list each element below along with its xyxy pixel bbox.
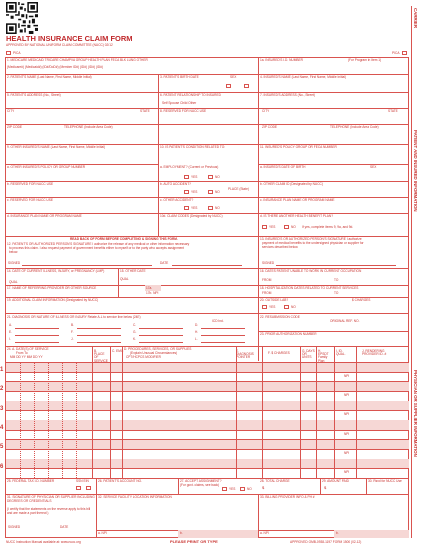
other-plan-yes-checkbox[interactable]	[262, 225, 267, 229]
field-3-sex: SEX	[230, 75, 237, 79]
diagnosis-letter: G.	[133, 330, 137, 334]
diagnosis-input[interactable]	[15, 335, 59, 336]
field-24d-label: D. PROCEDURES, SERVICES, OR SUPPLIES	[124, 347, 192, 351]
field-9c-label: c. RESERVED FOR NUCC USE	[7, 198, 53, 202]
diagnosis-letter: I.	[9, 337, 11, 341]
service-line-npi: NPI	[344, 431, 350, 436]
footer-approved: APPROVED OMB-0938-1197 FORM 1500 (02-12)	[290, 540, 362, 544]
field-27-label: 27. ACCEPT ASSIGNMENT?	[180, 479, 222, 483]
assign-no-label: NO	[247, 486, 252, 491]
other-plan-note: If yes, complete items 9, 9a, and 9d.	[302, 224, 354, 229]
patient-section-label: PATIENT AND INSURED INFORMATION	[413, 130, 418, 212]
diagnosis-letter: K.	[133, 337, 137, 341]
service-line-row[interactable]	[6, 410, 409, 420]
field-17a-label: 17a.	[146, 286, 153, 290]
field-9b-label: b. RESERVED FOR NUCC USE	[7, 182, 54, 186]
field-1-label: 1. MEDICARE MEDICAID TRICARE CHAMPVA GROUP HEALTH PLAN FECA BLK LUNG OTHER	[7, 58, 148, 62]
side-divider	[411, 6, 412, 538]
mid-column-divider	[158, 74, 159, 236]
field-11c-label: c. INSURANCE PLAN NAME OR PROGRAM NAME	[260, 198, 335, 202]
diagnosis-input[interactable]	[77, 328, 121, 329]
field-8-label: 8. RESERVED FOR NUCC USE	[160, 109, 207, 113]
field-33-label: 33. BILLING PROVIDER INFO & PH #	[260, 495, 315, 499]
field-31-date: DATE	[60, 525, 69, 529]
service-line-npi: NPI	[344, 412, 350, 417]
field-24j-label: J. RENDERING PROVIDER ID. #	[362, 349, 387, 357]
field-16-label: 16. DATES PATIENT UNABLE TO WORK IN CURRENT OCCUPATION	[260, 269, 362, 273]
field-33a-npi: a. NPI	[260, 531, 269, 535]
field-17-label: 17. NAME OF REFERRING PROVIDER OR OTHER SOURCE	[7, 286, 97, 290]
field-13-line3: services described below.	[262, 245, 299, 249]
diagnosis-letter: E.	[9, 330, 13, 334]
other-acc-no-label: NO	[215, 205, 220, 210]
field-31-signed: SIGNED	[8, 525, 21, 529]
field-28-dollar: $	[262, 485, 265, 490]
service-line-number: 4	[0, 424, 4, 431]
auto-no-label: NO	[215, 189, 220, 194]
service-line-number: 6	[0, 463, 4, 470]
field-5-label: 5. PATIENT'S ADDRESS (No., Street)	[7, 93, 61, 97]
field-24e-label: E. DIAGNOSIS POINTER	[236, 349, 254, 360]
field-24a-mm: MM DD YY MM DD YY	[10, 355, 43, 359]
service-line-npi: NPI	[344, 392, 350, 397]
field-16-from: FROM	[262, 278, 272, 282]
field-15-qual: QUAL	[120, 277, 129, 281]
field-11b-label: b. OTHER CLAIM ID (Designated by NUCC)	[260, 182, 323, 186]
field-32b: b.	[180, 531, 183, 535]
field-14-label: 14. DATE OF CURRENT ILLNESS, INJURY, or PREGNANCY (LMP)	[7, 269, 105, 273]
other-plan-no-checkbox[interactable]	[284, 225, 289, 229]
service-line-npi: NPI	[344, 373, 350, 378]
field-12-line3: below.	[9, 250, 19, 254]
field-12-label: 12. PATIENT'S OR AUTHORIZED PERSON'S SIGNATURE I authorize the release of any medical or other information necessary	[7, 242, 190, 246]
pica-right-label: PICA	[392, 50, 400, 55]
other-plan-no-label: NO	[291, 224, 296, 229]
service-line-row[interactable]	[6, 391, 409, 401]
place-label: PLACE (State)	[228, 187, 249, 191]
pica-left-checkbox[interactable]	[6, 51, 11, 55]
field-24f-label: F. $ CHARGES	[268, 351, 290, 355]
service-line-number: 3	[0, 405, 4, 412]
service-line-number: 2	[0, 386, 4, 393]
field-18-from: FROM	[262, 291, 272, 295]
field-4-label: 4. INSURED'S NAME (Last Name, First Name, Middle Initial)	[260, 75, 346, 79]
field-29-label: 29. AMOUNT PAID	[322, 479, 349, 483]
auto-no-checkbox[interactable]	[208, 190, 213, 194]
signed-label-insured: SIGNED	[262, 261, 275, 265]
diagnosis-input[interactable]	[77, 342, 121, 343]
state-label: STATE	[140, 109, 150, 113]
field-23-label: 23. PRIOR AUTHORIZATION NUMBER	[260, 332, 317, 336]
field-11a-label: a. INSURED'S DATE OF BIRTH	[260, 165, 306, 169]
service-line-row[interactable]	[6, 372, 409, 382]
employment-no-checkbox[interactable]	[208, 175, 213, 179]
other-acc-yes-checkbox[interactable]	[184, 206, 189, 210]
field-2-label: 2. PATIENT'S NAME (Last Name, First Name, Middle Initial)	[7, 75, 92, 79]
field-9d-label: d. INSURANCE PLAN NAME OR PROGRAM NAME	[7, 214, 82, 218]
field-20-charges: $ CHARGES	[352, 298, 371, 302]
field-13-label: 13. INSURED'S OR AUTHORIZED PERSON'S SIGNATURE I authorize	[260, 237, 362, 241]
assign-no-checkbox[interactable]	[240, 487, 245, 491]
field-22-orig: ORIGINAL REF. NO.	[330, 319, 360, 323]
assign-yes-label: YES	[229, 486, 236, 491]
field-10a-label: a. EMPLOYMENT? (Current or Previous)	[160, 165, 219, 169]
city-label: CITY	[7, 109, 15, 113]
field-22-label: 22. RESUBMISSION CODE	[260, 315, 300, 319]
footer-nucc: NUCC Instruction Manual available at: www.nucc.org	[6, 540, 81, 544]
physician-section-label: PHYSICIAN OR SUPPLIER INFORMATION	[413, 370, 418, 457]
pica-right-checkbox[interactable]	[402, 51, 407, 55]
field-7-label: 7. INSURED'S ADDRESS (No., Street)	[260, 93, 315, 97]
field-6-options: Self Spouse Child Other	[162, 101, 197, 105]
field-10b-label: b. AUTO ACCIDENT?	[160, 182, 191, 186]
employment-no-label: NO	[215, 174, 220, 179]
zip-label-insured: ZIP CODE	[262, 125, 277, 129]
field-1-options: (Medicare#) (Medicaid#) (ID#/DoD#) (Member ID#) (ID#) (ID#) (ID#)	[7, 65, 103, 69]
insured-id-note: (For Program in Item 1)	[348, 58, 382, 62]
field-24g-label: G. DAYS OR UNITS	[302, 349, 315, 360]
field-32a-npi: a. NPI	[98, 531, 107, 535]
field-24a-label: 24. A. DATE(S) OF SERVICE	[7, 347, 49, 351]
footer-print: PLEASE PRINT OR TYPE	[170, 539, 218, 544]
diagnosis-input[interactable]	[139, 335, 183, 336]
field-31-cert: (I certify that the statements on the reverse apply to this bill and are made a part thereof.)	[7, 507, 91, 515]
pica-left-label: PICA	[13, 50, 21, 55]
field-18-to: TO	[334, 291, 339, 295]
field-15-label: 15. OTHER DATE	[120, 269, 146, 273]
field-24i-label: I. ID. QUAL.	[336, 349, 346, 357]
field-11d-label: d. IS THERE ANOTHER HEALTH BENEFIT PLAN?	[260, 214, 333, 218]
field-21-label: 21. DIAGNOSIS OR NATURE OF ILLNESS OR INJURY Relate A-L to service line below (24E)	[7, 315, 141, 319]
field-10c-label: c. OTHER ACCIDENT?	[160, 198, 194, 202]
date-label: DATE	[160, 261, 169, 265]
diagnosis-letter: H.	[195, 330, 199, 334]
field-9a-label: a. OTHER INSURED'S POLICY OR GROUP NUMBER	[7, 165, 86, 169]
lab-no-checkbox[interactable]	[284, 305, 289, 309]
field-25-ssn-ein: SSN EIN	[76, 479, 89, 483]
diagnosis-input[interactable]	[15, 328, 59, 329]
employment-yes-label: YES	[191, 174, 198, 179]
carrier-label: CARRIER	[413, 8, 418, 29]
field-11-label: 11. INSURED'S POLICY GROUP OR FECA NUMBER	[260, 145, 337, 149]
field-24b-label: B. PLACE OF SERVICE	[94, 349, 108, 363]
service-line-row[interactable]	[6, 468, 409, 478]
diagnosis-letter: F.	[71, 330, 74, 334]
service-line-number: 5	[0, 444, 4, 451]
qr-code-icon	[6, 2, 38, 34]
field-24c-label: C. EMG	[112, 349, 124, 353]
service-line-row[interactable]	[6, 430, 409, 440]
field-16-to: TO	[334, 278, 339, 282]
service-line-npi: NPI	[344, 450, 350, 455]
ssn-checkbox[interactable]	[76, 486, 81, 490]
diagnosis-input[interactable]	[139, 328, 183, 329]
phone-label: TELEPHONE (Include Area Code)	[64, 125, 113, 129]
service-line-number: 1	[0, 367, 4, 373]
field-10-label: 10. IS PATIENT'S CONDITION RELATED TO:	[160, 145, 226, 149]
diagnosis-letter: C.	[133, 323, 137, 327]
field-32-label: 32. SERVICE FACILITY LOCATION INFORMATION	[98, 495, 172, 499]
field-13-line2: payment of medical benefits to the undersigned physician or supplier for	[262, 241, 364, 245]
field-31-label: 31. SIGNATURE OF PHYSICIAN OR SUPPLIER INCLUDING DEGREES OR CREDENTIALS	[7, 495, 95, 503]
signed-label: SIGNED	[8, 261, 21, 265]
state-label-insured: STATE	[388, 109, 398, 113]
right-column-divider	[258, 57, 259, 297]
field-24a-sub: From To	[16, 351, 28, 355]
diagnosis-input[interactable]	[201, 335, 245, 336]
field-33b: b.	[336, 531, 339, 535]
read-back-notice: READ BACK OF FORM BEFORE COMPLETING & SIGNING THIS FORM.	[70, 237, 178, 241]
assign-yes-checkbox[interactable]	[222, 487, 227, 491]
ein-checkbox[interactable]	[86, 486, 91, 490]
other-acc-yes-label: YES	[191, 205, 198, 210]
field-27-note: (For govt. claims, see back)	[180, 483, 220, 487]
diagnosis-input[interactable]	[201, 342, 245, 343]
field-11a-sex: SEX	[370, 165, 377, 169]
sex-f-checkbox[interactable]	[244, 84, 249, 88]
field-6-label: 6. PATIENT RELATIONSHIP TO INSURED	[160, 93, 221, 97]
diagnosis-letter: J.	[71, 337, 74, 341]
lab-yes-label: YES	[269, 304, 276, 309]
insured-id-label: 1a. INSURED'S I.D. NUMBER	[260, 58, 303, 62]
employment-yes-checkbox[interactable]	[184, 175, 189, 179]
approved-text: APPROVED BY NATIONAL UNIFORM CLAIM COMMITTEE (NUCC) 02/12	[6, 43, 113, 47]
auto-yes-label: YES	[191, 189, 198, 194]
field-24d-sub2: CPT/HCPCS MODIFIER	[126, 355, 161, 359]
phone-label-insured: TELEPHONE (Include Area Code)	[330, 125, 379, 129]
field-10d-label: 10d. CLAIM CODES (Designated by NUCC)	[160, 214, 223, 218]
field-25-label: 25. FEDERAL TAX I.D. NUMBER	[7, 479, 55, 483]
field-17b-label: 17b. NPI	[146, 291, 159, 295]
auto-yes-checkbox[interactable]	[184, 190, 189, 194]
field-18-label: 18. HOSPITALIZATION DATES RELATED TO CURRENT SERVICES	[260, 286, 359, 290]
diagnosis-letter: D.	[195, 323, 199, 327]
zip-label: ZIP CODE	[7, 125, 22, 129]
diagnosis-letter: B.	[71, 323, 75, 327]
field-24d-sub: (Explain Unusual Circumstances)	[130, 351, 178, 355]
field-12-line2: to process this claim. I also request payment of government benefits either to myself or to the party who accepts assignment	[9, 246, 185, 250]
field-19-label: 19. ADDITIONAL CLAIM INFORMATION (Designated by NUCC)	[7, 298, 99, 302]
field-29-dollar: $	[324, 485, 327, 490]
lab-no-label: NO	[291, 304, 296, 309]
other-plan-yes-label: YES	[269, 224, 276, 229]
form-title: HEALTH INSURANCE CLAIM FORM	[6, 34, 133, 43]
icd-ind-label: ICD Ind.	[212, 319, 224, 323]
other-acc-no-checkbox[interactable]	[208, 206, 213, 210]
field-14-qual: QUAL	[9, 280, 18, 284]
diagnosis-input[interactable]	[15, 342, 59, 343]
diagnosis-letter: L.	[195, 337, 198, 341]
diagnosis-letter: A.	[9, 323, 13, 327]
diagnosis-input[interactable]	[77, 335, 121, 336]
field-3-label: 3. PATIENT'S BIRTH DATE	[160, 75, 199, 79]
sex-m-checkbox[interactable]	[226, 84, 231, 88]
diagnosis-input[interactable]	[139, 342, 183, 343]
field-9-label: 9. OTHER INSURED'S NAME (Last Name, First Name, Middle Initial)	[7, 145, 106, 149]
field-24h-label: H. EPSDT Family Plan	[318, 349, 329, 363]
diagnosis-input[interactable]	[201, 328, 245, 329]
service-line-row[interactable]	[6, 449, 409, 459]
city-label-insured: CITY	[262, 109, 270, 113]
service-line-npi: NPI	[344, 470, 350, 475]
field-28-label: 28. TOTAL CHARGE	[260, 479, 290, 483]
field-26-label: 26. PATIENT'S ACCOUNT NO.	[98, 479, 142, 483]
field-30-label: 30. Rsvd for NUCC Use	[368, 479, 402, 483]
lab-yes-checkbox[interactable]	[262, 305, 267, 309]
field-20-label: 20. OUTSIDE LAB?	[260, 298, 289, 302]
